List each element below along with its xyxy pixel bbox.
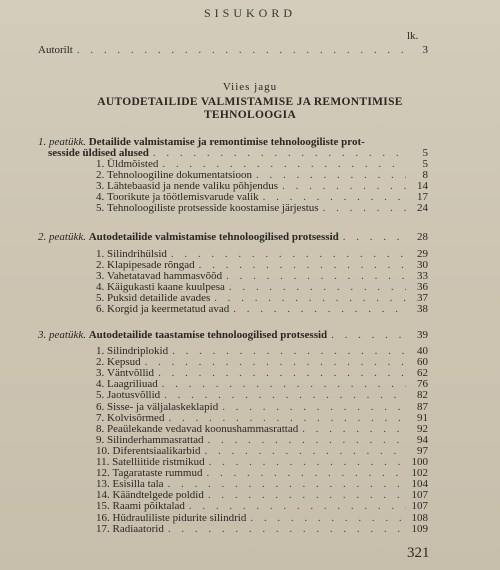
leader-dots [256, 170, 406, 181]
toc-item-number: 2. [96, 259, 105, 271]
toc-item-number: 17. [96, 522, 110, 535]
leader-dots [250, 513, 406, 524]
toc-item [96, 390, 428, 401]
page-column-label: lk. [407, 30, 419, 42]
toc-item-text: Radiaatorid [112, 522, 164, 535]
toc-item-page: 37 [417, 292, 428, 304]
toc-item-text: Peaülekande vedavad koonushammasrattad [107, 422, 299, 435]
toc-item-page: 76 [417, 378, 428, 391]
toc-item-number: 8. [96, 422, 105, 435]
toc-item-number: 11. [96, 456, 110, 468]
toc-item-number: 5. [96, 389, 105, 402]
toc-item-text: Esisilla tala [112, 478, 164, 491]
toc-item-page: 33 [417, 270, 428, 282]
toc-item [96, 513, 428, 524]
toc-item-text: Korgid ja keermetatud avad [107, 303, 230, 315]
toc-item-page: 109 [411, 522, 428, 535]
leader-dots [206, 468, 406, 479]
leader-dots [171, 249, 406, 260]
leader-dots [208, 435, 406, 446]
toc-item-number: 9. [96, 433, 105, 446]
chapter-label: 2. peatükk. [38, 231, 86, 243]
leader-dots [282, 181, 406, 192]
leader-dots [208, 490, 406, 501]
toc-item-page: 102 [411, 467, 428, 480]
section-title-line-1: AUTODETAILIDE VALMISTAMISE JA REMONTIMISE [97, 96, 403, 108]
toc-item-number: 3. [96, 367, 105, 380]
leader-dots [164, 390, 406, 401]
chapter-heading-3 [38, 330, 428, 341]
leader-dots [343, 232, 406, 243]
toc-item-text: Klapipesade rõngad [107, 259, 195, 271]
toc-item-page: 104 [411, 478, 428, 491]
toc-item [96, 346, 428, 357]
chapter-heading-2 [38, 232, 428, 243]
leader-dots [168, 524, 406, 535]
chapter-title: Autodetailide taastamise tehnoloogilised protsessid [88, 329, 328, 341]
toc-item-text: Vahetatavad hammasvõõd [107, 270, 223, 282]
toc-item [96, 524, 428, 535]
toc-item-page: 97 [417, 444, 428, 457]
leader-dots [214, 293, 406, 304]
toc-item-number: 6. [96, 400, 105, 413]
page-number: 321 [407, 545, 430, 561]
toc-item-text: Tehnoloogiliste protsesside koostamise järjestus [107, 202, 319, 214]
section-title [0, 96, 500, 122]
toc-item [96, 402, 428, 413]
toc-item-text: Puksid detailide avades [107, 292, 211, 304]
leader-dots [168, 413, 406, 424]
toc-item-page: 91 [417, 411, 428, 424]
page-title: SISUKORD [203, 6, 296, 20]
toc-item-text: Lähtebaasid ja nende valiku põhjendus [107, 180, 279, 192]
toc-item-text: Jaotusvõllid [107, 389, 161, 402]
toc-item-number: 5. [96, 292, 105, 304]
toc-item-page: 24 [417, 202, 428, 214]
toc-item-number: 2. [96, 356, 105, 369]
toc-item-number: 12. [96, 467, 110, 480]
toc-item [96, 413, 428, 424]
toc-item-text: Silinderhammasrattad [107, 433, 204, 446]
toc-item-number: 7. [96, 411, 105, 424]
leader-dots [199, 260, 406, 271]
toc-item-text: Diferentsiaalikarbid [112, 444, 201, 457]
toc-item-page: 5 [422, 158, 428, 170]
section-label: Viies jagu [222, 81, 278, 93]
toc-item-text: Tagarataste rummud [112, 467, 203, 480]
toc-item-number: 2. [96, 169, 105, 181]
leader-dots [331, 330, 406, 341]
leader-dots [226, 271, 406, 282]
chapter-title: Detailide valmistamise ja remontimise tehnoloogiliste prot- [88, 136, 365, 148]
chapter-label: 1. peatükk. [38, 136, 86, 148]
toc-item-number: 4. [96, 378, 105, 391]
leader-dots [162, 379, 406, 390]
toc-item-number: 14. [96, 489, 110, 502]
toc-item-text: Käigukasti kaane kuulpesa [107, 281, 225, 293]
toc-item-page: 108 [411, 511, 428, 524]
leader-dots [209, 457, 406, 468]
leader-dots [233, 304, 406, 315]
toc-item-text: Silindriplokid [107, 345, 169, 357]
toc-item-number: 1. [96, 345, 105, 357]
toc-item [96, 501, 428, 512]
toc-item [96, 203, 428, 214]
toc-item-text: Käändtelgede poldid [112, 489, 204, 502]
toc-item-number: 4. [96, 191, 105, 203]
toc-item-number: 1. [96, 248, 105, 260]
toc-item-number: 15. [96, 500, 110, 513]
toc-item-page: 82 [417, 389, 428, 402]
toc-entry-autorilt [38, 45, 428, 56]
leader-dots [145, 357, 406, 368]
toc-item-page: 107 [411, 489, 428, 502]
toc-item-page: 87 [417, 400, 428, 413]
toc-item-text: Toorikute ja töötlemisvarude valik [107, 191, 259, 203]
toc-item-number: 5. [96, 202, 105, 214]
leader-dots [158, 368, 406, 379]
toc-item-number: 13. [96, 478, 110, 491]
toc-item-number: 10. [96, 444, 110, 457]
chapter-title: Autodetailide valmistamise tehnoloogilised protsessid [88, 231, 339, 243]
toc-item-text: Satelliitide ristmikud [112, 456, 205, 468]
chapter-label: 3. peatükk. [38, 329, 86, 341]
toc-item-page: 36 [417, 281, 428, 293]
toc-item-text: Tehnoloogiline dokumentatsioon [107, 169, 252, 181]
toc-item-page: 60 [417, 356, 428, 369]
toc-item-page: 92 [417, 422, 428, 435]
chapter-title-cont: sesside üldised alused [48, 147, 149, 159]
toc-item-text: Hüdrauliliste pidurite silindrid [112, 511, 247, 524]
toc-item-page: 38 [417, 303, 428, 315]
toc-item-page: 107 [411, 500, 428, 513]
toc-item-number: 16. [96, 511, 110, 524]
toc-item-text: Raami põiktalad [112, 500, 185, 513]
chapter-page: 5 [422, 147, 428, 159]
chapter-heading-1 [38, 137, 428, 159]
leader-dots [172, 346, 406, 357]
toc-item-text: Laagriliuad [107, 378, 158, 391]
toc-item-number: 1. [96, 158, 105, 170]
toc-item-text: Kepsud [107, 356, 141, 369]
toc-entry-text: Autorilt [38, 44, 73, 56]
toc-item [96, 304, 428, 315]
toc-item-text: Väntvõllid [107, 367, 155, 380]
toc-item-page: 62 [417, 367, 428, 380]
toc-item-page: 14 [417, 180, 428, 192]
toc-item-page: 8 [422, 169, 428, 181]
leader-dots [77, 45, 406, 56]
leader-dots [204, 446, 406, 457]
leader-dots [302, 424, 406, 435]
toc-item-number: 6. [96, 303, 105, 315]
toc-item-text: Kolvisõrmed [107, 411, 165, 424]
leader-dots [153, 148, 406, 159]
toc-item-number: 3. [96, 180, 105, 192]
toc-item-text: Sisse- ja väljalaskeklapid [107, 400, 219, 413]
toc-item-number: 4. [96, 281, 105, 293]
leader-dots [229, 282, 406, 293]
toc-item-page: 100 [411, 456, 428, 468]
toc-item-text: Üldmõisted [107, 158, 159, 170]
leader-dots [189, 501, 406, 512]
toc-entry-page: 3 [422, 44, 428, 56]
toc-item-page: 17 [417, 191, 428, 203]
leader-dots [222, 402, 406, 413]
chapter-page: 39 [417, 329, 428, 341]
toc-item-page: 94 [417, 433, 428, 446]
leader-dots [323, 203, 406, 214]
toc-item-page: 29 [417, 248, 428, 260]
toc-item-text: Silindrihülsid [107, 248, 167, 260]
chapter-page: 28 [417, 231, 428, 243]
section-title-line-2: TEHNOLOOGIA [203, 109, 297, 121]
toc-item-page: 40 [417, 345, 428, 357]
toc-item-page: 30 [417, 259, 428, 271]
toc-item-number: 3. [96, 270, 105, 282]
